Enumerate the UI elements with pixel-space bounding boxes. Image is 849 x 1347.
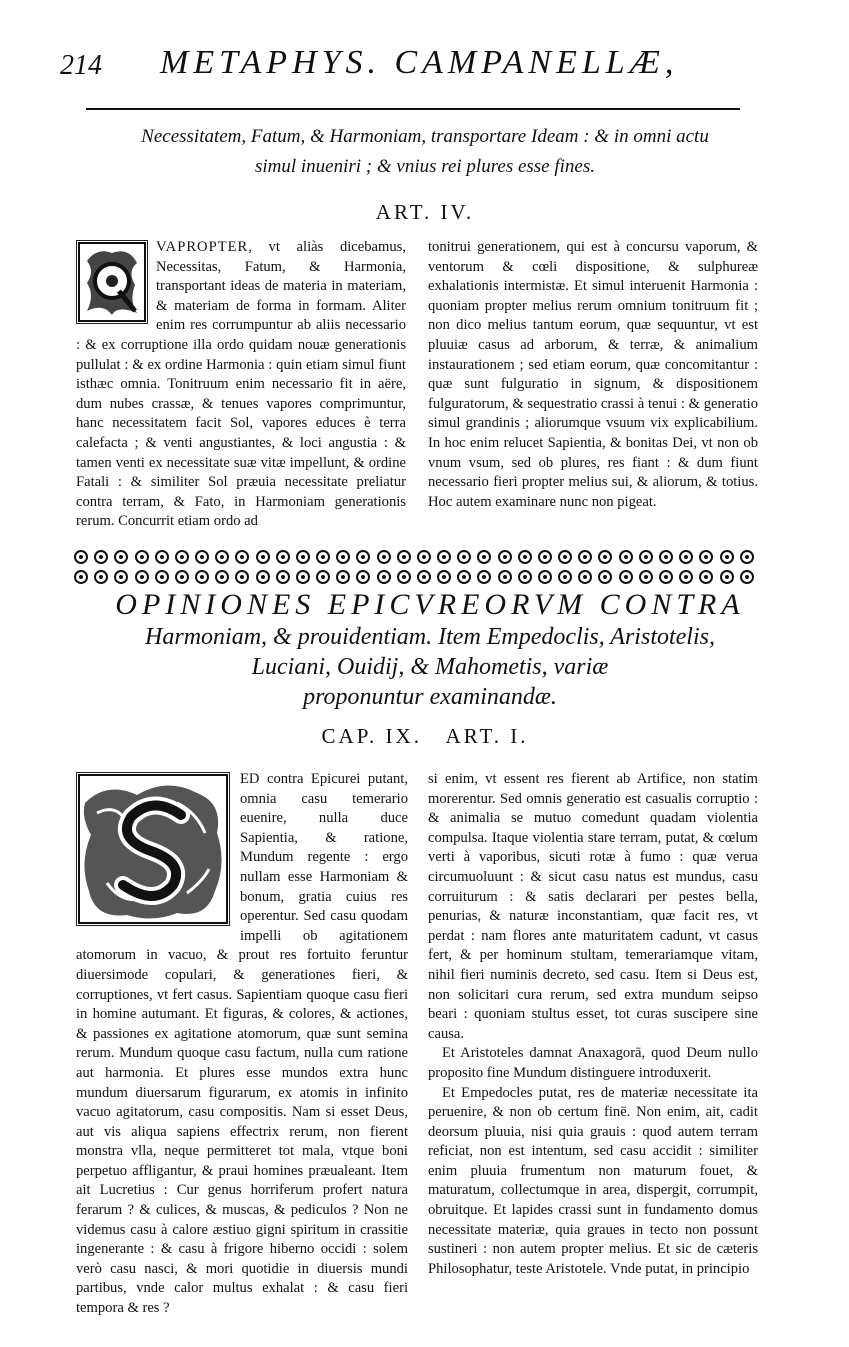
subtitle-line-2: simul inueniri ; & vnius rei plures esse fines. [254, 156, 596, 177]
drop-cap-q-ornament [76, 240, 148, 324]
page-header [60, 44, 800, 84]
chapter-title-line-2: Harmoniam, & prouidentiam. Item Empedoclis, Aristotelis, [145, 624, 715, 650]
drop-cap-s-ornament [76, 772, 230, 926]
ornamental-border-bottom [74, 568, 754, 586]
paragraph-text: si enim, vt essent res fierent ab Artifice, non statim morerentur. Sed omnis generatio est casualis corruptio : & animalia se mutuo comedunt quadam violentia compulsa. Itaque violentia stare terram, putat, & cœlum verti à vaporibus, sicuti rotæ à fumo : quæ verua circumuoluunt : & sicut casu natus est mundus, casu corruiturum : & satis declarari per pestes bella, penurias, & naturæ inconstantiam, quæ facit res, vt perdat : nam flores ante maturitatem cadunt, vt casus fert, & per hominum stultam, temerariamque vitam, nihil fieri numinis decreto, sed casu. Item si Deus est, non solicitari cura rerum, sed extra mundum seipso beari : quoniam stultus esset, tot curas suscipere sine causa. [428, 771, 758, 1042]
chapter-title-line-1: OPINIONES EPICVREORVM CONTRA [115, 588, 745, 621]
chapter-heading: CAP. IX. ART. I. [321, 724, 529, 748]
paragraph-text: ED contra Epicurei putant, omnia casu temerario euenire, nulla duce Sapientia, & ratione, Mundum regente : ergo nullam esse Harmoniam & bonum, gratia cuius res operentur. Sed casu quodam impelli ob agitationem atomorum in vacuo, & prout res fortuito feruntur diuersimode copulari, & generationes fieri, & corruptiones, vt fert casus. Sapientiam quoque casu fieri in homine autumant. Et figuras, & colores, & actiones, & passiones ex agitatione atomorum, quæ sunt semina rerum. Mundum quoque casu factum, nulla cum ratione aut harmonia. Et plures esse mundos extra hunc mundum diuersarum figurarum, ex atomis in infinito vacuo agitatorum, casu compositis. Nam si esset Deus, aut vis aliqua sapiens effectrix rerum, non fierent monstra vlla, neque permitteret tot mala, vtque boni perpetuo affligantur, & praui homines præualeant. Item ait Lucretius : Cur genus horriferum profert natura ferarum ? & culices, & muscas, & pediculos ? Non ne videmus casu à calore æstiuo gigni spiritum in crassitie ingenerante : & casu à frigore hiberno occidi : solem verò casu nasci, & mori quotidie in diuersis mundi partibus, vnde calor multus exhalat : & casu fieri tempora & res ? [76, 771, 408, 1317]
ornament-q-icon [77, 241, 147, 323]
ornament-s-icon [77, 773, 229, 925]
running-title: METAPHYS. CAMPANELLÆ, [160, 44, 679, 81]
paragraph-text: Et Aristoteles damnat Anaxagorā, quod Deum nullo proposito fine Mundum distinguere introduxerit. [428, 1045, 758, 1081]
paragraph-text: , vt aliàs dicebamus, Necessitas, Fatum, & Harmonia, transportant ideas de materia in materiam, & materiam de forma in formam. Aliter enim res corrumpuntur ab aliis necessario : & ex corruptione illa ordo quidam nouæ generationis pullulat : & ex ordine Harmonia : quin etiam simul fiunt isthæc omnia. Tonitruum enim necessario fit in aëre, dum nubes crassæ, & tenues vapores comprimuntur, hanc necessitatem facit Sol, vapores educes è terra calefacta ; & venti angustiantes, & loci angustia : & tamen venti ex necessitate suæ vitæ impellunt, & ordine Fatali : & similiter Sol præuia necessitate preliatur contra terram, & Fato, in Harmoniam generationis rerum. Concurrit etiam ordo ad [76, 239, 406, 530]
section-subtitle [60, 122, 790, 182]
text-column-right-2 [428, 770, 758, 1279]
paragraph-text: Et Empedocles putat, res de materiæ necessitate ita peruenire, & non ob certum finē. Non enim, ait, cadit deorsum pluuia, nisi quia grauis : quod autem terram reficiat, non est intentum, sed casu accidit : similiter enim pluuia frumentum non maturum fouet, & maturatum, collectumque in area, dispergit, corrumpit, obruitque. Et lapides crassi sunt in fundamento domus necessitate materiæ, quia graues in tecto non possunt sustineri : non autem propter melius. Et sic de cæteris Philosophatur, teste Aristotele. Vnde putat, in principio [428, 1084, 758, 1277]
subtitle-line-1: Necessitatem, Fatum, & Harmoniam, transportare Ideam : & in omni actu [141, 126, 709, 147]
text-column-left-2 [76, 770, 408, 1319]
chapter-title-line-3: Luciani, Ouidij, & Mahometis, variæ [251, 654, 609, 680]
paragraph-text: tonitrui generationem, qui est à concursu vaporum, & ventorum & cœli dispositione, & sulphureæ exhalationis intermistæ. Et simul interuenit Harmonia : quoniam propter melius rerum omnium tonitruum fit ; non dico melius tantum eorum, quæ sequuntur, vt est pluuiæ casus ad arborum, & terræ, & animalium instaurationem ; sed etiam eorum, quæ concomitantur : quæ sunt fulguratio in signum, & dispositionem fulguratorum, & sequestratio crassi à tenui : & generatio simul grandinis ; aliorumque vsuum vix explicabilium. In hoc enim relucet Sapientia, & bonitas Dei, vt non ob vnum vsum, sed ob plures, res fiant : & dum fiunt necessario fieri propter melius sui, & aliorum, & totius. Hoc autem examinare nunc non pigeat. [428, 239, 758, 510]
header-rule [86, 108, 740, 110]
page-number: 214 [60, 50, 102, 81]
text-column-right-1 [428, 238, 758, 512]
ornamental-border-top [74, 548, 754, 566]
text-column-left-1 [76, 238, 406, 532]
chapter-title-line-4: proponuntur examinandæ. [303, 684, 557, 710]
article-heading: ART. IV. [375, 200, 475, 224]
lead-word: VAPROPTER [156, 239, 249, 255]
chapter-title [40, 588, 820, 712]
